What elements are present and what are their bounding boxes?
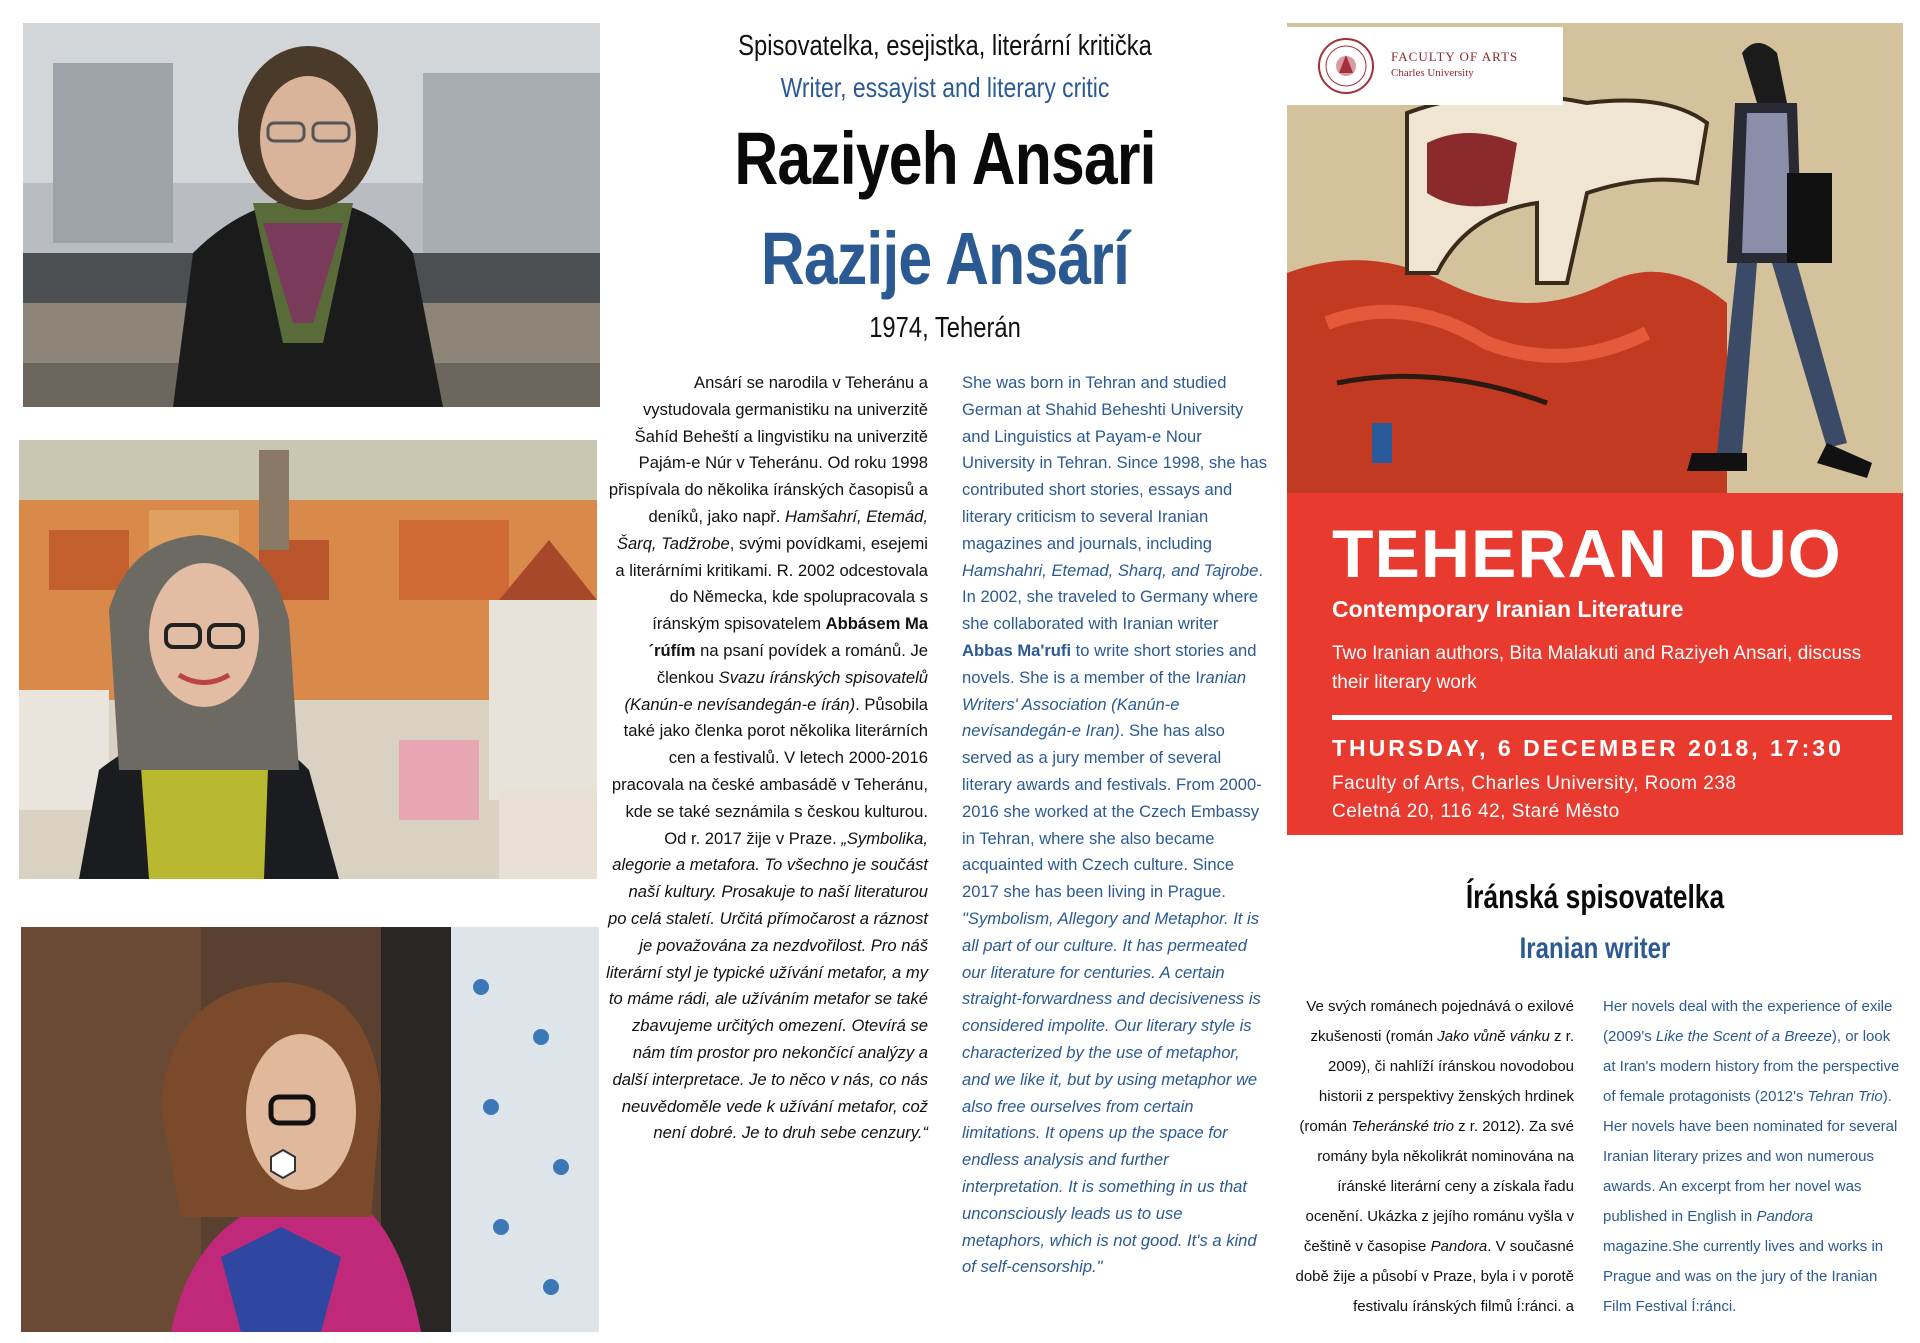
- event-banner: [1287, 493, 1903, 835]
- novels-cz-magazine: Pandora: [1430, 1238, 1488, 1255]
- bio-cz-quote: „Symbolika, alegorie a metafora. To všechno je součást naší kultury. Prosakuje to naší literaturou po celá staletí. Určitá přímočarost a ráznost je považována za nezdvořilost. Pro náš literární styl je typické užívání metafor, a my to máme rádi, ale užíváním metafor se také zbavujeme určitých omezení. Otevírá se nám tím prostor pro nekončící analýzy a další interpretace. Je to něco v nás, co nás neuvědoměle vede k užívání metafor, což není dobré. Je to druh sebe cenzury.“: [606, 828, 928, 1143]
- portrait-photo-2: [19, 440, 597, 879]
- portrait-photo-1: [23, 23, 600, 407]
- bio-cz-text-1: Ansárí se narodila v Teheránu a vystudovala germanistiku na univerzitě Šahíd Beheští a lingvistiku na univerzitě Pajám-e Núr v Teheránu. Od roku 1998 přispívala do několika íránských časopisů a deníků, jako např.: [608, 373, 928, 526]
- bio-cz-text-4: . Působila také jako členka porot několika literárních cen a festivalů. V letech 2000-2016 pracovala na české ambasádě v Teheránu, kde se také seznámila s českou kulturou. Od r. 2017 žije v Praze.: [611, 694, 928, 848]
- divider: [1332, 715, 1892, 720]
- novels-text-en: [1603, 992, 1903, 1322]
- event-datetime: THURSDAY, 6 DECEMBER 2018, 17:30: [1332, 735, 1844, 761]
- bio-en-text-2: . In 2002, she traveled to Germany where she collaborated with Iranian writer: [962, 560, 1264, 634]
- role-cz: Spisovatelka, esejistka, literární kritička: [738, 30, 1152, 62]
- bio-czech: [606, 370, 928, 1147]
- novels-cz-title-2: Teheránské trio: [1351, 1118, 1454, 1135]
- logo-text-faculty: FACULTY OF ARTS: [1391, 49, 1519, 64]
- heading-en: Iranian writer: [1519, 932, 1671, 965]
- bio-en-text-4: . She has also served as a jury member of several literary awards and festivals. From 2000-2016 she worked at the Czech Embassy in Tehran, where she also became acquainted with Czech culture. Since 2017 she has been living in Prague.: [962, 721, 1262, 902]
- novels-en-title-2: Tehran Trio: [1807, 1088, 1883, 1105]
- novels-text-cz: [1292, 992, 1574, 1322]
- event-subtitle: Contemporary Iranian Literature: [1332, 596, 1684, 622]
- novels-cz-2: z r. 2009), či nahlíží íránskou novodobou historii z perspektivy ženských hrdinek (román: [1299, 1028, 1574, 1135]
- event-venue: Faculty of Arts, Charles University, Room 238: [1332, 773, 1737, 794]
- university-seal-icon: [1317, 37, 1375, 95]
- role-en: Writer, essayist and literary critic: [780, 72, 1110, 103]
- author-name-en: Raziyeh Ansari: [734, 117, 1156, 200]
- novels-en-2: ), or look at Iran's modern history from the perspective of female protagonists (2012's: [1603, 1028, 1900, 1105]
- novels-cz-title-1: Jako vůně vánku: [1437, 1028, 1550, 1045]
- event-title: TEHERAN DUO: [1332, 516, 1842, 592]
- novels-cz-4: . V současné době žije a působí v Praze, byla i v porotě festivalu íránských filmů Í:ránci. a: [1295, 1238, 1574, 1315]
- novels-en-4: magazine.She currently lives and works in Prague and was on the jury of the Iranian Film Festival Í:ránci.: [1603, 1238, 1884, 1315]
- novels-en-1: Her novels deal with the experience of exile (2009's: [1603, 998, 1893, 1045]
- bio-cz-text-2: , svými povídkami, esejemi a literárními kritikami. R. 2002 odcestovala do Německa, kde spolupracovala s íránským spisovatelem: [615, 533, 928, 634]
- faculty-logo: [1287, 27, 1563, 105]
- bio-cz-italic-1: Hamšahrí, Etemád, Šarq, Tadžrobe: [616, 506, 928, 553]
- novels-en-magazine: Pandora: [1756, 1208, 1814, 1225]
- heading-cz: Íránská spisovatelka: [1465, 878, 1725, 915]
- bio-en-italic-1: Hamshahri, Etemad, Sharq, and Tajrobe: [962, 560, 1259, 580]
- novels-cz-1: Ve svých románech pojednává o exilové zkušenosti (román: [1306, 998, 1574, 1045]
- bio-en-bold-name: Abbas Ma'rufi: [962, 640, 1072, 660]
- bio-cz-italic-2: Svazu íránských spisovatelů (Kanún-e nevísandegán-e írán): [624, 667, 928, 714]
- bio-english: [962, 370, 1268, 1281]
- logo-text-university: Charles University: [1391, 67, 1474, 79]
- novels-cz-3: z r. 2012). Za své romány byla několikrát nominována na íránské literární ceny a získala řadu ocenění. Ukázka z jejího románu vyšla v češtině v časopise: [1303, 1118, 1574, 1255]
- bio-cz-bold-name: Abbásem Ma´rúfím: [648, 614, 928, 660]
- novels-en-3: ). Her novels have been nominated for several Iranian literary prizes and won numerous awards. An excerpt from her novel was published in English in: [1603, 1088, 1898, 1225]
- bio-en-text-1: She was born in Tehran and studied German at Shahid Beheshti University and Linguistics at Payam-e Nour University in Tehran. Since 1998, she has contributed short stories, essays and literary criticism to several Iranian magazines and journals, including: [962, 373, 1268, 553]
- bio-en-text-3: to write short stories and novels. She is a member of the I: [962, 640, 1257, 687]
- bio-en-italic-2: ranian Writers' Association (Kanún-e nevísandegán-e Iran): [962, 667, 1247, 741]
- event-address: Celetná 20, 116 42, Staré Město: [1332, 801, 1620, 822]
- bio-cz-text-3: na psaní povídek a románů. Je členkou: [656, 640, 928, 687]
- birth-info: 1974, Teherán: [869, 312, 1021, 344]
- novels-en-title-1: Like the Scent of a Breeze: [1655, 1028, 1832, 1045]
- bio-en-quote: "Symbolism, Allegory and Metaphor. It is all part of our culture. It has permeated our literature for centuries. A certain straight-forwardness and decisiveness is considered impolite. Our literary style is characterized by the use of metaphor, and we like it, but by using metaphor we also free ourselves from certain limitations. It opens up the space for endless analysis and further interpretation. It is something in us that unconsciously leads us to use metaphors, which is not good. It's a kind of self-censorship.": [962, 908, 1261, 1277]
- author-name-cz: Razije Ansárí: [760, 217, 1130, 300]
- portrait-photo-3: [21, 927, 599, 1332]
- event-description: Two Iranian authors, Bita Malakuti and Raziyeh Ansari, discuss their literary work: [1332, 643, 1862, 693]
